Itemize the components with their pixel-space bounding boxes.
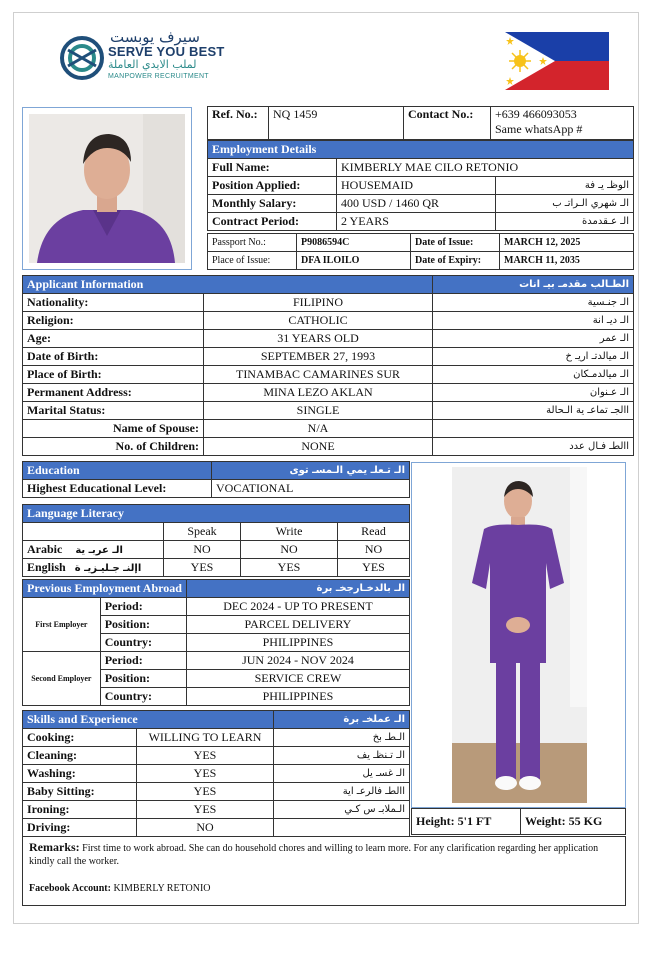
logo-emblem-icon [62, 38, 102, 78]
washing-value: YES [137, 765, 274, 783]
first-country-label: Country: [100, 634, 186, 652]
salary-value: 400 USD / 1460 QR [337, 195, 496, 213]
skills-header-arabic: الـ عملخـ برة [274, 711, 410, 729]
first-position-value: PARCEL DELIVERY [186, 616, 409, 634]
position-arabic: الوظـ يـ فة [496, 177, 634, 195]
spouse-label: Name of Spouse: [23, 420, 204, 438]
previous-employment-table [22, 579, 410, 706]
address-value: MINA LEZO AKLAN [204, 384, 433, 402]
col-speak: Speak [164, 523, 241, 541]
expiry-label: Date of Expiry: [411, 252, 500, 270]
applicant-portrait-photo [22, 107, 192, 270]
expiry-value: MARCH 11, 2035 [500, 252, 634, 270]
applicant-information-table [22, 275, 634, 456]
whatsapp-note: Same whatsApp # [495, 122, 583, 136]
language-table [22, 504, 410, 577]
english-label: English [27, 560, 66, 574]
language-corner [23, 523, 164, 541]
driving-label: Driving: [23, 819, 137, 837]
full-name-label: Full Name: [208, 159, 337, 177]
children-value: NONE [204, 438, 433, 456]
first-employer-label: First Employer [23, 598, 101, 652]
first-period-label: Period: [100, 598, 186, 616]
english-read: YES [338, 559, 410, 577]
religion-arabic: الـ ديـ انة [433, 312, 634, 330]
english-write: YES [241, 559, 338, 577]
english-speak: YES [164, 559, 241, 577]
nationality-value: FILIPINO [204, 294, 433, 312]
second-country-label: Country: [100, 688, 186, 706]
passport-table [207, 233, 634, 270]
english-label-ar: اإلنـ جـليـزيـ ة [74, 563, 142, 574]
washing-arabic: الـ غسـ يل [274, 765, 410, 783]
second-employer-label: Second Employer [23, 652, 101, 706]
babysitting-label: Baby Sitting: [23, 783, 137, 801]
cooking-arabic: الـطـ بخ [274, 729, 410, 747]
birthplace-arabic: الـ ميالدمـكان [433, 366, 634, 384]
position-value: HOUSEMAID [337, 177, 496, 195]
applicant-info-header: Applicant Information [23, 276, 433, 294]
cooking-label: Cooking: [23, 729, 137, 747]
logo-arabic-name: سيرف يوبست [110, 28, 200, 46]
ref-label: Ref. No.: [208, 107, 269, 140]
contract-label: Contract Period: [208, 213, 337, 231]
ironing-arabic: الـملابـ س كـي [274, 801, 410, 819]
spouse-value: N/A [204, 420, 433, 438]
driving-arabic [274, 819, 410, 837]
arabic-row-label [23, 541, 164, 559]
first-position-label: Position: [100, 616, 186, 634]
second-position-value: SERVICE CREW [186, 670, 409, 688]
address-arabic: الـ عـنوان [433, 384, 634, 402]
education-level-value: VOCATIONAL [212, 480, 410, 498]
position-label: Position Applied: [208, 177, 337, 195]
education-header-arabic: الـ تـعلـ يمي الـمسـ توى [212, 462, 410, 480]
full-name-value: KIMBERLY MAE CILO RETONIO [337, 159, 634, 177]
issue-place-label: Place of Issue: [208, 252, 297, 270]
babysitting-value: YES [137, 783, 274, 801]
height-label: Height: [416, 814, 455, 828]
employment-details-header: Employment Details [208, 141, 634, 159]
col-read: Read [338, 523, 410, 541]
second-period-value: JUN 2024 - NOV 2024 [186, 652, 409, 670]
previous-header: Previous Employment Abroad [23, 580, 187, 598]
language-header: Language Literacy [23, 505, 410, 523]
age-arabic: الـ عمر [433, 330, 634, 348]
cleaning-value: YES [137, 747, 274, 765]
skills-header: Skills and Experience [23, 711, 274, 729]
applicant-info-header-arabic: الطـالب مقدمـ بيـ انات [433, 276, 634, 294]
facebook-line [29, 882, 619, 895]
marital-arabic: االجـ تماعـ ية الـحالة [433, 402, 634, 420]
cooking-value: WILLING TO LEARN [137, 729, 274, 747]
cleaning-arabic: الـ تـنظـ يف [274, 747, 410, 765]
logo-english-name: SERVE YOU BEST [108, 44, 225, 59]
remarks-label: Remarks: [29, 840, 80, 854]
logo-subtitle: MANPOWER RECRUITMENT [108, 73, 209, 80]
age-value: 31 YEARS OLD [204, 330, 433, 348]
employment-details-table [207, 140, 634, 231]
arabic-label: Arabic [27, 542, 63, 556]
skills-table [22, 710, 410, 837]
washing-label: Washing: [23, 765, 137, 783]
education-level-label: Highest Educational Level: [23, 480, 212, 498]
salary-label: Monthly Salary: [208, 195, 337, 213]
reference-table [207, 106, 634, 140]
second-period-label: Period: [100, 652, 186, 670]
marital-label: Marital Status: [23, 402, 204, 420]
nationality-label: Nationality: [23, 294, 204, 312]
facebook-value: KIMBERLY RETONIO [113, 883, 211, 894]
first-country-value: PHILIPPINES [186, 634, 409, 652]
issue-date-value: MARCH 12, 2025 [500, 234, 634, 252]
weight-label: Weight: [525, 814, 566, 828]
previous-header-arabic: الـ بالدخـارجخـ برة [186, 580, 409, 598]
dob-value: SEPTEMBER 27, 1993 [204, 348, 433, 366]
education-table [22, 461, 410, 498]
physical-table [411, 808, 626, 835]
contact-value: +639 466093053 [495, 107, 577, 121]
marital-value: SINGLE [204, 402, 433, 420]
spouse-arabic [433, 420, 634, 438]
religion-value: CATHOLIC [204, 312, 433, 330]
contact-label: Contact No.: [404, 107, 491, 140]
ironing-value: YES [137, 801, 274, 819]
babysitting-arabic: االطـ فالرعـ اية [274, 783, 410, 801]
salary-arabic: الـ شهري الـراتـ ب [496, 195, 634, 213]
contract-arabic: الـ عـقدمدة [496, 213, 634, 231]
height-cell [412, 809, 521, 835]
contract-value: 2 YEARS [337, 213, 496, 231]
cleaning-label: Cleaning: [23, 747, 137, 765]
remarks-text: First time to work abroad. She can do household chores and willing to learn more. For any clarification regarding her application kindly call the worker. [29, 843, 599, 867]
applicant-fullbody-photo [411, 462, 626, 808]
passport-label: Passport No.: [208, 234, 297, 252]
dob-label: Date of Birth: [23, 348, 204, 366]
birthplace-value: TINAMBAC CAMARINES SUR [204, 366, 433, 384]
weight-value: 55 KG [568, 814, 603, 828]
english-row-label [23, 559, 164, 577]
education-header: Education [23, 462, 212, 480]
ref-value: NQ 1459 [269, 107, 404, 140]
logo-arabic-tagline: لملب الايدي العاملة [108, 58, 197, 71]
arabic-label-ar: الـ عربـ ية [75, 545, 123, 556]
dob-arabic: الـ ميالدتـ اريـ خ [433, 348, 634, 366]
philippines-flag-icon [505, 32, 609, 90]
first-period-value: DEC 2024 - UP TO PRESENT [186, 598, 409, 616]
religion-label: Religion: [23, 312, 204, 330]
weight-cell [521, 809, 626, 835]
birthplace-label: Place of Birth: [23, 366, 204, 384]
ironing-label: Ironing: [23, 801, 137, 819]
arabic-speak: NO [164, 541, 241, 559]
second-position-label: Position: [100, 670, 186, 688]
arabic-write: NO [241, 541, 338, 559]
passport-value: P9086594C [297, 234, 411, 252]
age-label: Age: [23, 330, 204, 348]
col-write: Write [241, 523, 338, 541]
height-value: 5'1 FT [457, 814, 492, 828]
arabic-read: NO [338, 541, 410, 559]
driving-value: NO [137, 819, 274, 837]
nationality-arabic: الـ جنـسية [433, 294, 634, 312]
remarks-box [22, 836, 626, 906]
facebook-label: Facebook Account: [29, 883, 111, 894]
issue-place-value: DFA ILOILO [297, 252, 411, 270]
issue-date-label: Date of Issue: [411, 234, 500, 252]
second-country-value: PHILIPPINES [186, 688, 409, 706]
children-arabic: االطـ فـال عدد [433, 438, 634, 456]
children-label: No. of Children: [23, 438, 204, 456]
address-label: Permanent Address: [23, 384, 204, 402]
contact-value-cell [491, 107, 634, 140]
